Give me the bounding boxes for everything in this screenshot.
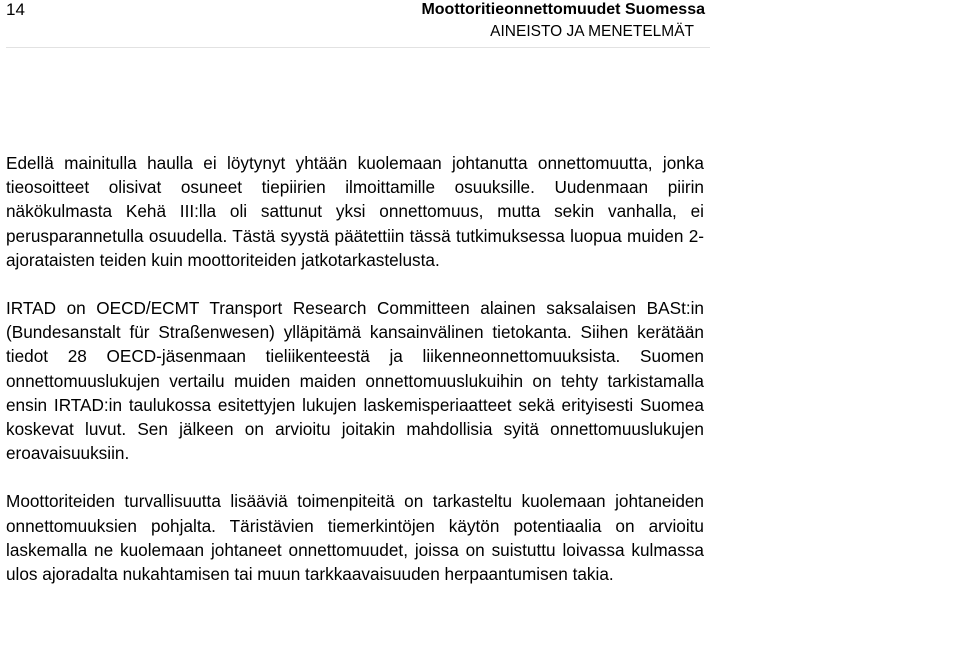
running-title: Moottoritieonnettomuudet Suomessa: [421, 1, 705, 18]
page-header: [0, 0, 960, 50]
page-number: 14: [6, 0, 25, 19]
header-divider: [6, 47, 710, 48]
running-subtitle: AINEISTO JA MENETELMÄT: [490, 23, 694, 40]
body-text: [6, 151, 704, 586]
paragraph-irtad: IRTAD on OECD/ECMT Transport Research Committeen alainen saksalaisen BASt:in (Bundesanstalt für Straßenwesen) ylläpitämä kansainvälinen tietokanta. Siihen kerätään tiedot 28 OECD-jäsenmaan tieliikenteestä ja liikenneonnettomuuksista. Suomen onnettomuuslukujen vertailu muiden maiden onnettomuuslukuihin on tehty tarkistamalla ensin IRTAD:in taulukossa esitettyjen lukujen laskemisperiaatteet sekä erityisesti Suomea koskevat luvut. Sen jälkeen on arvioitu joitakin mahdollisia syitä onnettomuuslukujen eroavaisuuksiin.: [6, 298, 704, 464]
paragraph-search-results: Edellä mainitulla haulla ei löytynyt yhtään kuolemaan johtanutta onnettomuutta, jonka tieosoitteet olisivat osuneet tiepiirien ilmoittamille osuuksille. Uudenmaan piirin näkökulmasta Kehä III:lla oli sattunut yksi onnettomuus, mutta sekin vanhalla, ei perusparannetulla osuudella. Tästä syystä päätettiin tässä tutkimuksessa luopua muiden 2-ajorataisten teiden kuin moottoriteiden jatkotarkastelusta.: [6, 153, 704, 270]
paragraph-safety-measures: Moottoriteiden turvallisuutta lisääviä toimenpiteitä on tarkasteltu kuolemaan johtaneiden onnettomuuksien pohjalta. Täristävien tiemerkintöjen käytön potentiaalia on arvioitu laskemalla ne kuolemaan johtaneet onnettomuudet, joissa on suistuttu loivassa kulmassa ulos ajoradalta nukahtamisen tai muun tarkkaavaisuuden herpaantumisen takia.: [6, 491, 704, 585]
